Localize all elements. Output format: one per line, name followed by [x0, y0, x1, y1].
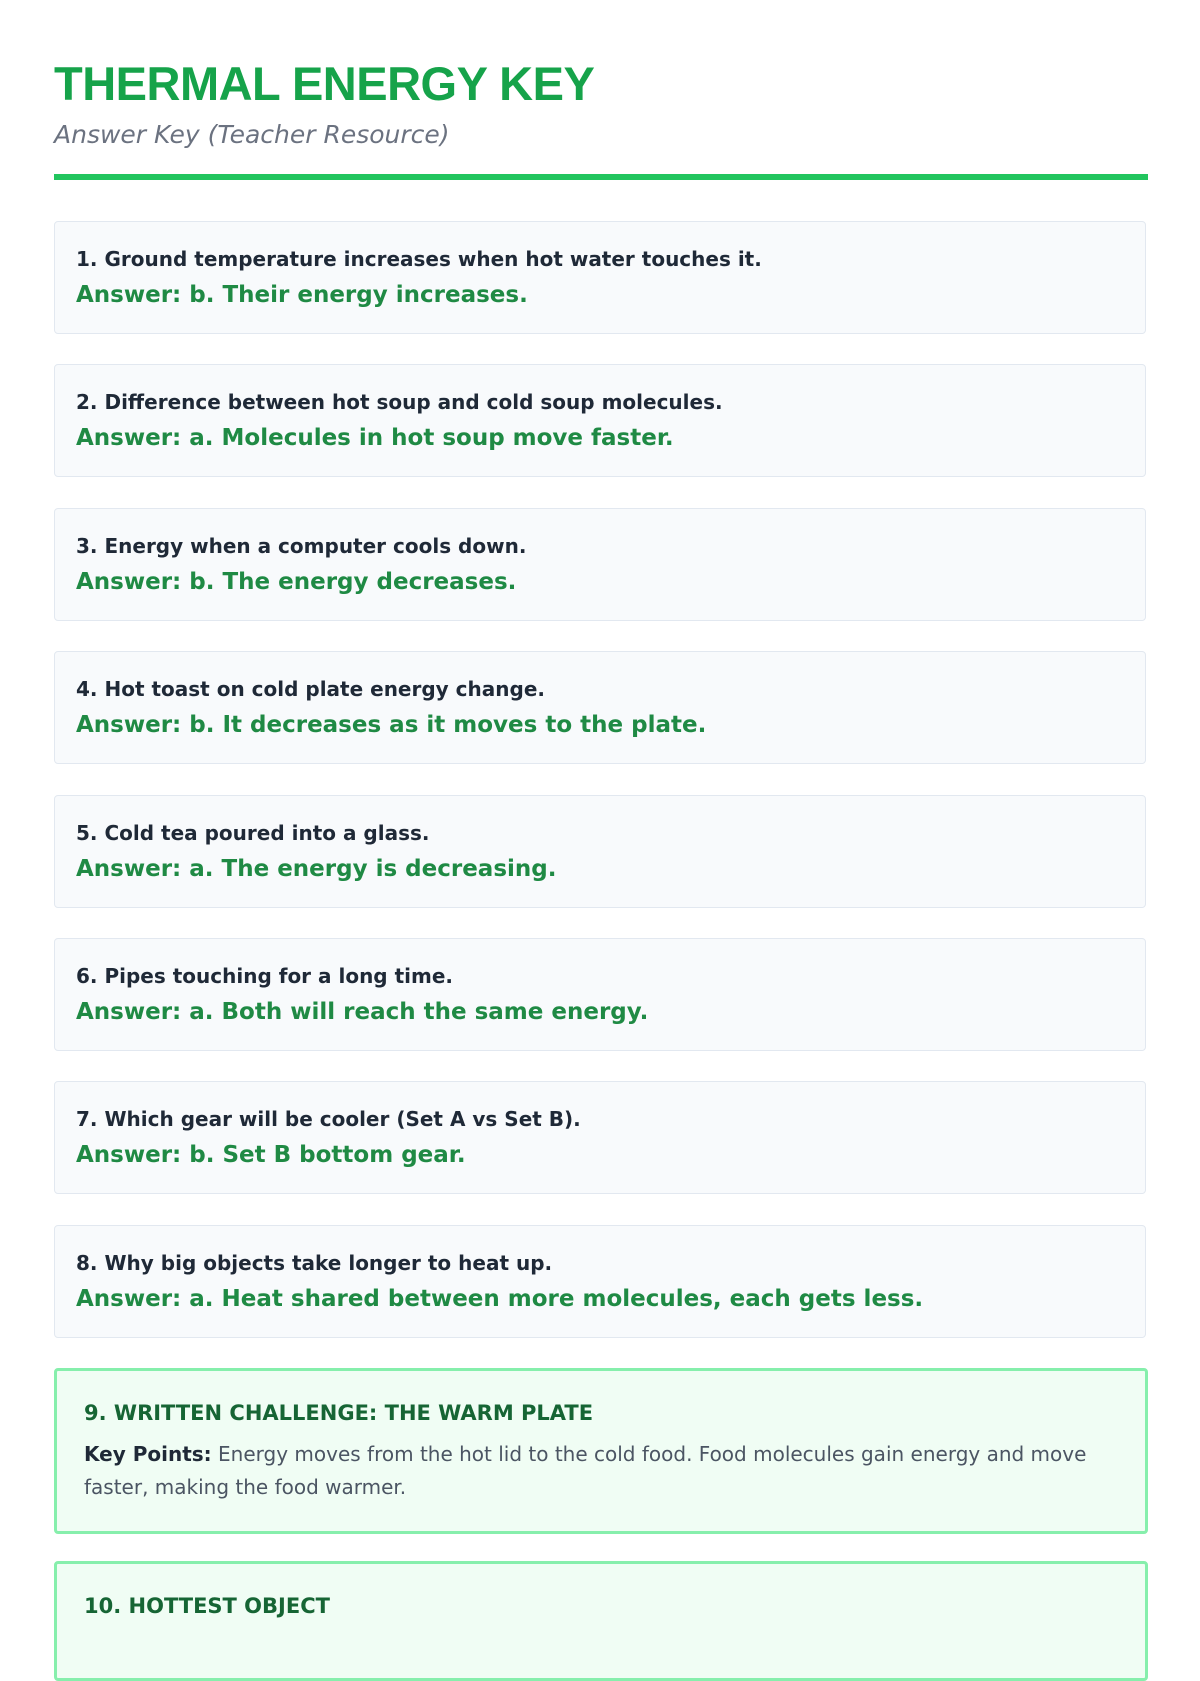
answer-text: Answer: b. Their energy increases.: [76, 282, 528, 308]
question-text: 4. Hot toast on cold plate energy change.: [76, 677, 545, 701]
answer-text: Answer: a. Heat shared between more molecules, each gets less.: [76, 1286, 924, 1312]
hottest-object-card: [54, 1561, 1148, 1681]
challenge-title: 9. WRITTEN CHALLENGE: THE WARM PLATE: [84, 1401, 594, 1425]
question-card-7: [54, 1081, 1146, 1194]
question-text: 2. Difference between hot soup and cold soup molecules.: [76, 390, 723, 414]
header-divider: [54, 174, 1148, 180]
challenge-title: 10. HOTTEST OBJECT: [84, 1594, 330, 1618]
question-card-6: [54, 938, 1146, 1051]
key-points-text: Energy moves from the hot lid to the cold food. Food molecules gain energy and move faster, making the food warmer.: [84, 1442, 1087, 1499]
question-card-1: [54, 221, 1146, 334]
key-points-label: Key Points:: [84, 1442, 212, 1466]
question-card-4: [54, 651, 1146, 764]
page-subtitle: Answer Key (Teacher Resource): [54, 120, 450, 149]
question-text: 1. Ground temperature increases when hot water touches it.: [76, 247, 762, 271]
answer-text: Answer: b. The energy decreases.: [76, 569, 517, 595]
question-card-8: [54, 1225, 1146, 1338]
answer-text: Answer: a. Molecules in hot soup move faster.: [76, 425, 674, 451]
answer-text: Answer: a. Both will reach the same energy.: [76, 999, 649, 1025]
question-card-2: [54, 364, 1146, 477]
question-card-5: [54, 795, 1146, 908]
question-text: 3. Energy when a computer cools down.: [76, 534, 527, 558]
question-text: 8. Why big objects take longer to heat up.: [76, 1251, 553, 1275]
challenge-body: [84, 1438, 1114, 1504]
question-text: 5. Cold tea poured into a glass.: [76, 821, 430, 845]
answer-text: Answer: a. The energy is decreasing.: [76, 856, 557, 882]
answer-text: Answer: b. Set B bottom gear.: [76, 1142, 466, 1168]
page-title: THERMAL ENERGY KEY: [54, 57, 595, 110]
question-card-3: [54, 508, 1146, 621]
answer-text: Answer: b. It decreases as it moves to the plate.: [76, 712, 707, 738]
question-text: 7. Which gear will be cooler (Set A vs Set B).: [76, 1107, 581, 1131]
written-challenge-card: [54, 1368, 1148, 1534]
question-text: 6. Pipes touching for a long time.: [76, 964, 454, 988]
